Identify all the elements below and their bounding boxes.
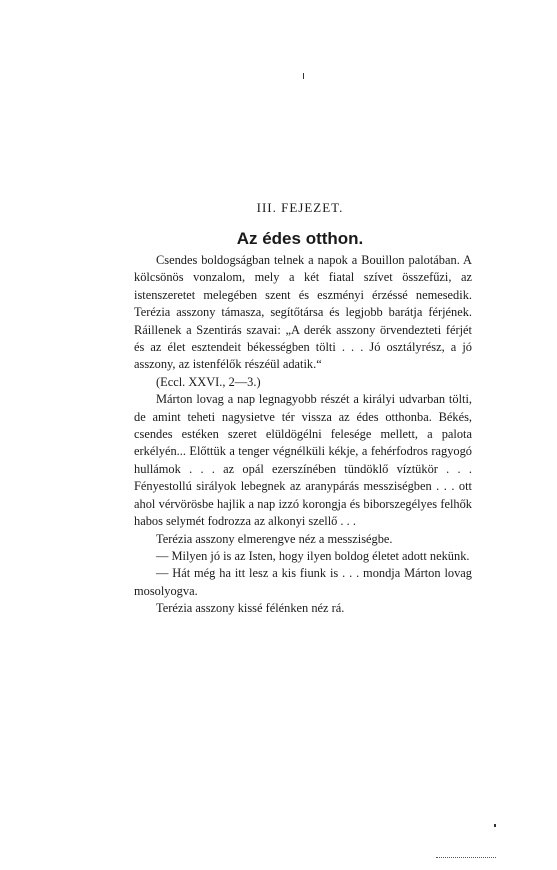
paragraph: Terézia asszony kissé félénken néz rá. (156, 601, 345, 616)
page-speck (303, 73, 304, 79)
citation: (Eccl. XXVI., 2—3.) (156, 374, 261, 389)
chapter-title: Az édes otthon. (236, 229, 364, 248)
dialogue-line: — Milyen jó is az Isten, hogy ilyen boldog életet adott nekünk. (156, 548, 470, 563)
body-text (134, 252, 472, 618)
page-speck (494, 824, 496, 827)
paragraph: Csendes boldogságban telnek a napok a Bouillon palotában. A kölcsönös vonzalom, mely a két fiatal szívet összefűzi, az istenszeretet melegében szent és eszményi érzéssé nemesedik. Terézia asszony támasza, segítőtársa és legjobb barátja férjének. Ráillenek a Szentirás szavai: „A derék asszony örvendezteti férjét és az élet esztendeit békességben tölti . . . Jó osztályrész, a jó asszony, az istenfélők részéül adatik.“ (134, 253, 472, 372)
dialogue-line: — Hát még ha itt lesz a kis fiunk is . . . mondja Márton lovag mosolyogva. (134, 566, 472, 598)
chapter-heading: III. FEJEZET. (256, 200, 344, 215)
paragraph: Terézia asszony elmerengve néz a messziségbe. (156, 531, 393, 546)
paragraph: Márton lovag a nap legnagyobb részét a királyi udvarban tölti, de amint teheti nagysietve tér vissza az édes otthonba. Békés, csendes estéken szeret elüldögélni felesége mellett, a palota erkélyén... Előttük a tenger végnélküli kékje, a fehérfodros ragyogó hullámok . . . az opál ezerszínében tündöklő víztükör . . . Fényestollú sirályok lebegnek az aranypárás messziségben . . . ott ahol vérvörösbe hajlik a nap izzó korongja és biborszegélyes felhők habos selymét fodrozza az alkonyi szellő . . . (134, 392, 472, 529)
page-footer-rule (436, 857, 496, 859)
